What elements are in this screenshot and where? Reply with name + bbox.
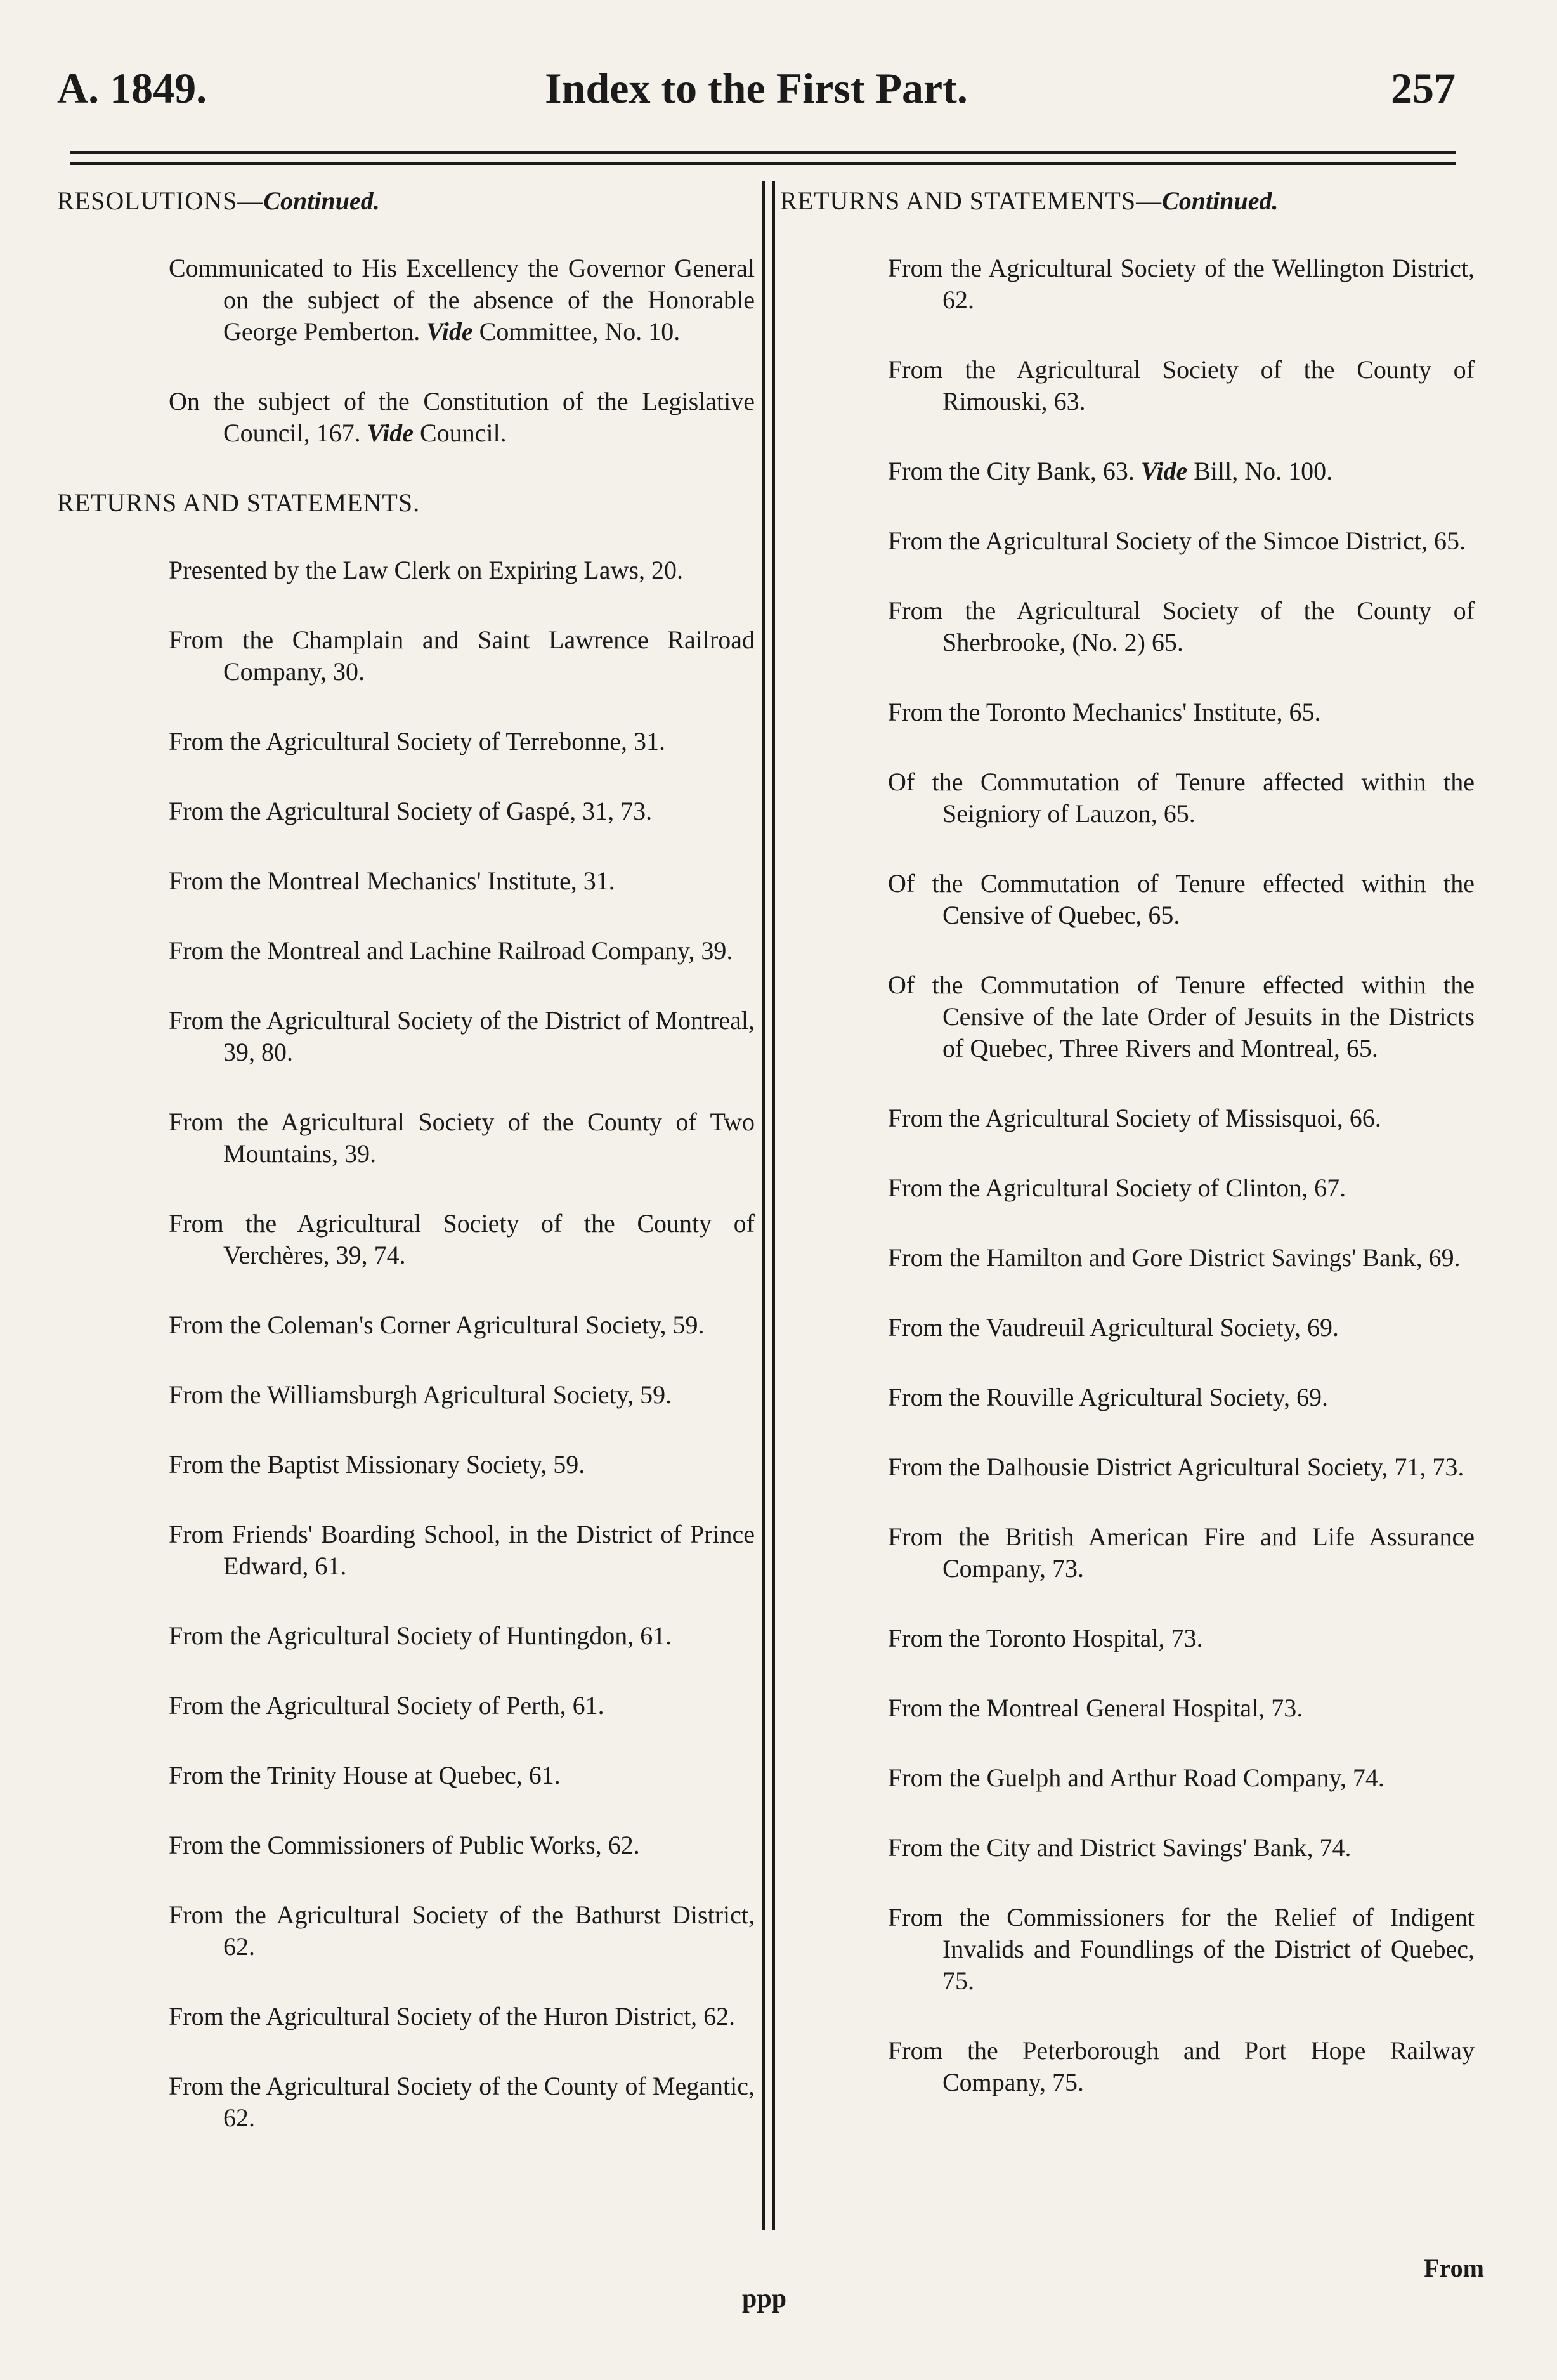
index-entry: From the Commissioners for the Relief of Indigent Invalids and Foundlings of the District of Quebec, 75. xyxy=(888,1903,1475,1995)
entry-text: Communicated to His Excellency the Governor General on the subject of the absence of the Honorable George Pemberton. xyxy=(169,254,755,346)
index-entry: From the Agricultural Society of the District of Montreal, 39, 80. xyxy=(169,1006,755,1066)
index-entry: Of the Commutation of Tenure effected within the Censive of Quebec, 65. xyxy=(888,869,1475,929)
index-entry: From the Agricultural Society of Huntingdon, 61. xyxy=(169,1621,672,1650)
index-entry: From the Peterborough and Port Hope Railway Company, 75. xyxy=(888,2036,1475,2096)
entry-reference: Committee, No. 10. xyxy=(479,317,681,346)
index-entry: From the Guelph and Arthur Road Company, 74. xyxy=(888,1763,1384,1792)
right-column xyxy=(780,185,1475,2136)
index-entry: From the Agricultural Society of Terrebonne, 31. xyxy=(169,727,665,755)
index-entry: From the Trinity House at Quebec, 61. xyxy=(169,1761,561,1789)
section-heading-text: RETURNS AND STATEMENTS— xyxy=(780,186,1163,215)
index-entry: From the Dalhousie District Agricultural Society, 71, 73. xyxy=(888,1453,1464,1481)
index-entry: From the Agricultural Society of Perth, 61. xyxy=(169,1691,604,1720)
entry-text: From the City Bank, 63. xyxy=(888,457,1135,485)
section-heading-returns-continued xyxy=(780,185,1475,217)
index-entry: Presented by the Law Clerk on Expiring Laws, 20. xyxy=(169,556,683,584)
index-entry: From the Agricultural Society of Missisquoi, 66. xyxy=(888,1104,1381,1132)
index-entry: From the Coleman's Corner Agricultural Society, 59. xyxy=(169,1311,705,1339)
index-entry xyxy=(888,455,1475,487)
vide-label: Vide xyxy=(1140,457,1188,485)
index-entry: From the Vaudreuil Agricultural Society, 69. xyxy=(888,1313,1339,1342)
section-heading-resolutions xyxy=(57,185,755,217)
index-entry: From the Champlain and Saint Lawrence Railroad Company, 30. xyxy=(169,625,755,686)
index-entry: From the Agricultural Society of the County of Rimouski, 63. xyxy=(888,355,1475,415)
index-entry: From the British American Fire and Life Assurance Company, 73. xyxy=(888,1522,1475,1583)
vide-label: Vide xyxy=(367,419,414,447)
signature-mark: ppp xyxy=(742,2284,787,2313)
continued-label: Continued. xyxy=(1162,186,1279,215)
index-entry: From the Baptist Missionary Society, 59. xyxy=(169,1450,585,1479)
index-entry: From the City and District Savings' Bank, 74. xyxy=(888,1833,1352,1862)
header-rule xyxy=(70,151,1456,165)
entry-text: On the subject of the Constitution of the Legislative Council, 167. xyxy=(169,387,755,447)
continued-label: Continued. xyxy=(263,186,380,215)
vide-label: Vide xyxy=(426,317,473,346)
section-heading-text: RESOLUTIONS— xyxy=(57,186,264,215)
index-entry: From the Commissioners of Public Works, 62. xyxy=(169,1831,640,1859)
entry-reference: Bill, No. 100. xyxy=(1194,457,1333,485)
index-entry xyxy=(169,386,755,449)
entry-reference: Council. xyxy=(420,419,507,447)
index-entry: From the Agricultural Society of the Simcoe District, 65. xyxy=(888,526,1466,555)
index-entry: From the Montreal Mechanics' Institute, 31. xyxy=(169,866,615,895)
section-heading-returns: RETURNS AND STATEMENTS. xyxy=(57,488,420,517)
catchword: From xyxy=(1424,2254,1484,2282)
header-year: A. 1849. xyxy=(57,64,207,112)
index-entry: From the Agricultural Society of Clinton, 67. xyxy=(888,1174,1346,1202)
page-header xyxy=(57,63,1456,133)
index-entry: From the Montreal and Lachine Railroad Company, 39. xyxy=(169,936,733,965)
index-entry: From the Toronto Hospital, 73. xyxy=(888,1624,1203,1652)
index-entry: From the Hamilton and Gore District Savings' Bank, 69. xyxy=(888,1243,1461,1272)
index-entry: From the Agricultural Society of the County of Verchères, 39, 74. xyxy=(169,1209,755,1269)
index-entry: From the Agricultural Society of the Huron District, 62. xyxy=(169,2002,736,2030)
index-entry: From the Agricultural Society of the Bathurst District, 62. xyxy=(169,1900,755,1961)
index-entry: From the Rouville Agricultural Society, 69. xyxy=(888,1383,1328,1411)
column-divider xyxy=(762,181,775,2230)
index-entry: From the Agricultural Society of the Wellington District, 62. xyxy=(888,254,1475,314)
header-title: Index to the First Part. xyxy=(545,64,968,112)
index-entry: From the Agricultural Society of the County of Sherbrooke, (No. 2) 65. xyxy=(888,596,1475,657)
index-entry: From the Toronto Mechanics' Institute, 65. xyxy=(888,698,1321,726)
index-entry: From Friends' Boarding School, in the District of Prince Edward, 61. xyxy=(169,1520,755,1580)
index-entry: From the Williamsburgh Agricultural Society, 59. xyxy=(169,1380,672,1409)
page-number: 257 xyxy=(1391,64,1456,112)
index-entry: From the Agricultural Society of Gaspé, 31, 73. xyxy=(169,797,653,825)
index-entry: From the Agricultural Society of the County of Megantic, 62. xyxy=(169,2072,755,2132)
left-column xyxy=(57,185,755,2172)
index-entry: Of the Commutation of Tenure effected within the Censive of the late Order of Jesuits in the Districts of Quebec, Three Rivers and Montreal, 65. xyxy=(888,971,1475,1062)
index-entry: From the Montreal General Hospital, 73. xyxy=(888,1694,1303,1722)
index-entry: From the Agricultural Society of the County of Two Mountains, 39. xyxy=(169,1108,755,1168)
index-entry xyxy=(169,252,755,348)
index-entry: Of the Commutation of Tenure affected within the Seigniory of Lauzon, 65. xyxy=(888,768,1475,828)
